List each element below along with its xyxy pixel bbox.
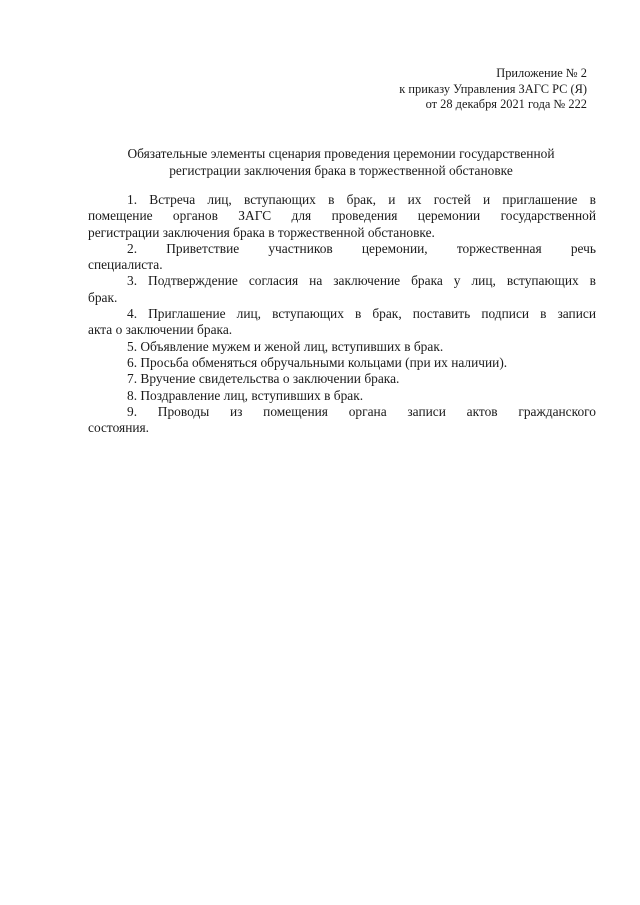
list-item bbox=[88, 371, 596, 387]
list-item-line: 8. Поздравление лиц, вступивших в брак. bbox=[127, 387, 364, 403]
appendix-header bbox=[399, 66, 587, 113]
ceremony-elements-list bbox=[88, 192, 596, 436]
list-item-line: 1. Встреча лиц, вступающих в брак, и их гостей и приглашение в bbox=[127, 192, 596, 207]
document-title-line: регистрации заключения брака в торжественной обстановке bbox=[169, 162, 513, 178]
appendix-number: Приложение № 2 bbox=[496, 66, 587, 80]
list-item bbox=[88, 306, 596, 339]
appendix-order-date: от 28 декабря 2021 года № 222 bbox=[425, 97, 587, 111]
list-item bbox=[88, 388, 596, 404]
document-title-line: Обязательные элементы сценария проведения церемонии государственной bbox=[127, 146, 555, 161]
list-item-line: 2. Приветствие участников церемонии, торжественная речь bbox=[127, 240, 596, 256]
list-item-line: 7. Вручение свидетельства о заключении брака. bbox=[127, 371, 400, 387]
appendix-order-reference: к приказу Управления ЗАГС РС (Я) bbox=[399, 81, 587, 96]
list-item-line: акта о заключении брака. bbox=[88, 322, 233, 338]
list-item-line: 4. Приглашение лиц, вступающих в брак, поставить подписи в записи bbox=[127, 306, 596, 322]
list-item-line: помещение органов ЗАГС для проведения церемонии государственной bbox=[88, 208, 596, 224]
list-item bbox=[88, 355, 596, 371]
list-item-line: состояния. bbox=[88, 420, 150, 436]
list-item bbox=[88, 192, 596, 241]
list-item-line: регистрации заключения брака в торжественной обстановке. bbox=[88, 224, 435, 240]
list-item bbox=[88, 404, 596, 437]
list-item bbox=[88, 273, 596, 306]
list-item-line: 5. Объявление мужем и женой лиц, вступивших в брак. bbox=[127, 338, 444, 354]
list-item-line: 6. Просьба обменяться обручальными кольцами (при их наличии). bbox=[127, 354, 508, 370]
list-item-line: брак. bbox=[88, 289, 118, 305]
document-title bbox=[85, 146, 597, 179]
list-item-line: специалиста. bbox=[88, 257, 163, 273]
list-item-line: 3. Подтверждение согласия на заключение брака у лиц, вступающих в bbox=[127, 273, 596, 289]
list-item bbox=[88, 241, 596, 274]
list-item-line: 9. Проводы из помещения органа записи актов гражданского bbox=[127, 403, 596, 419]
list-item bbox=[88, 339, 596, 355]
